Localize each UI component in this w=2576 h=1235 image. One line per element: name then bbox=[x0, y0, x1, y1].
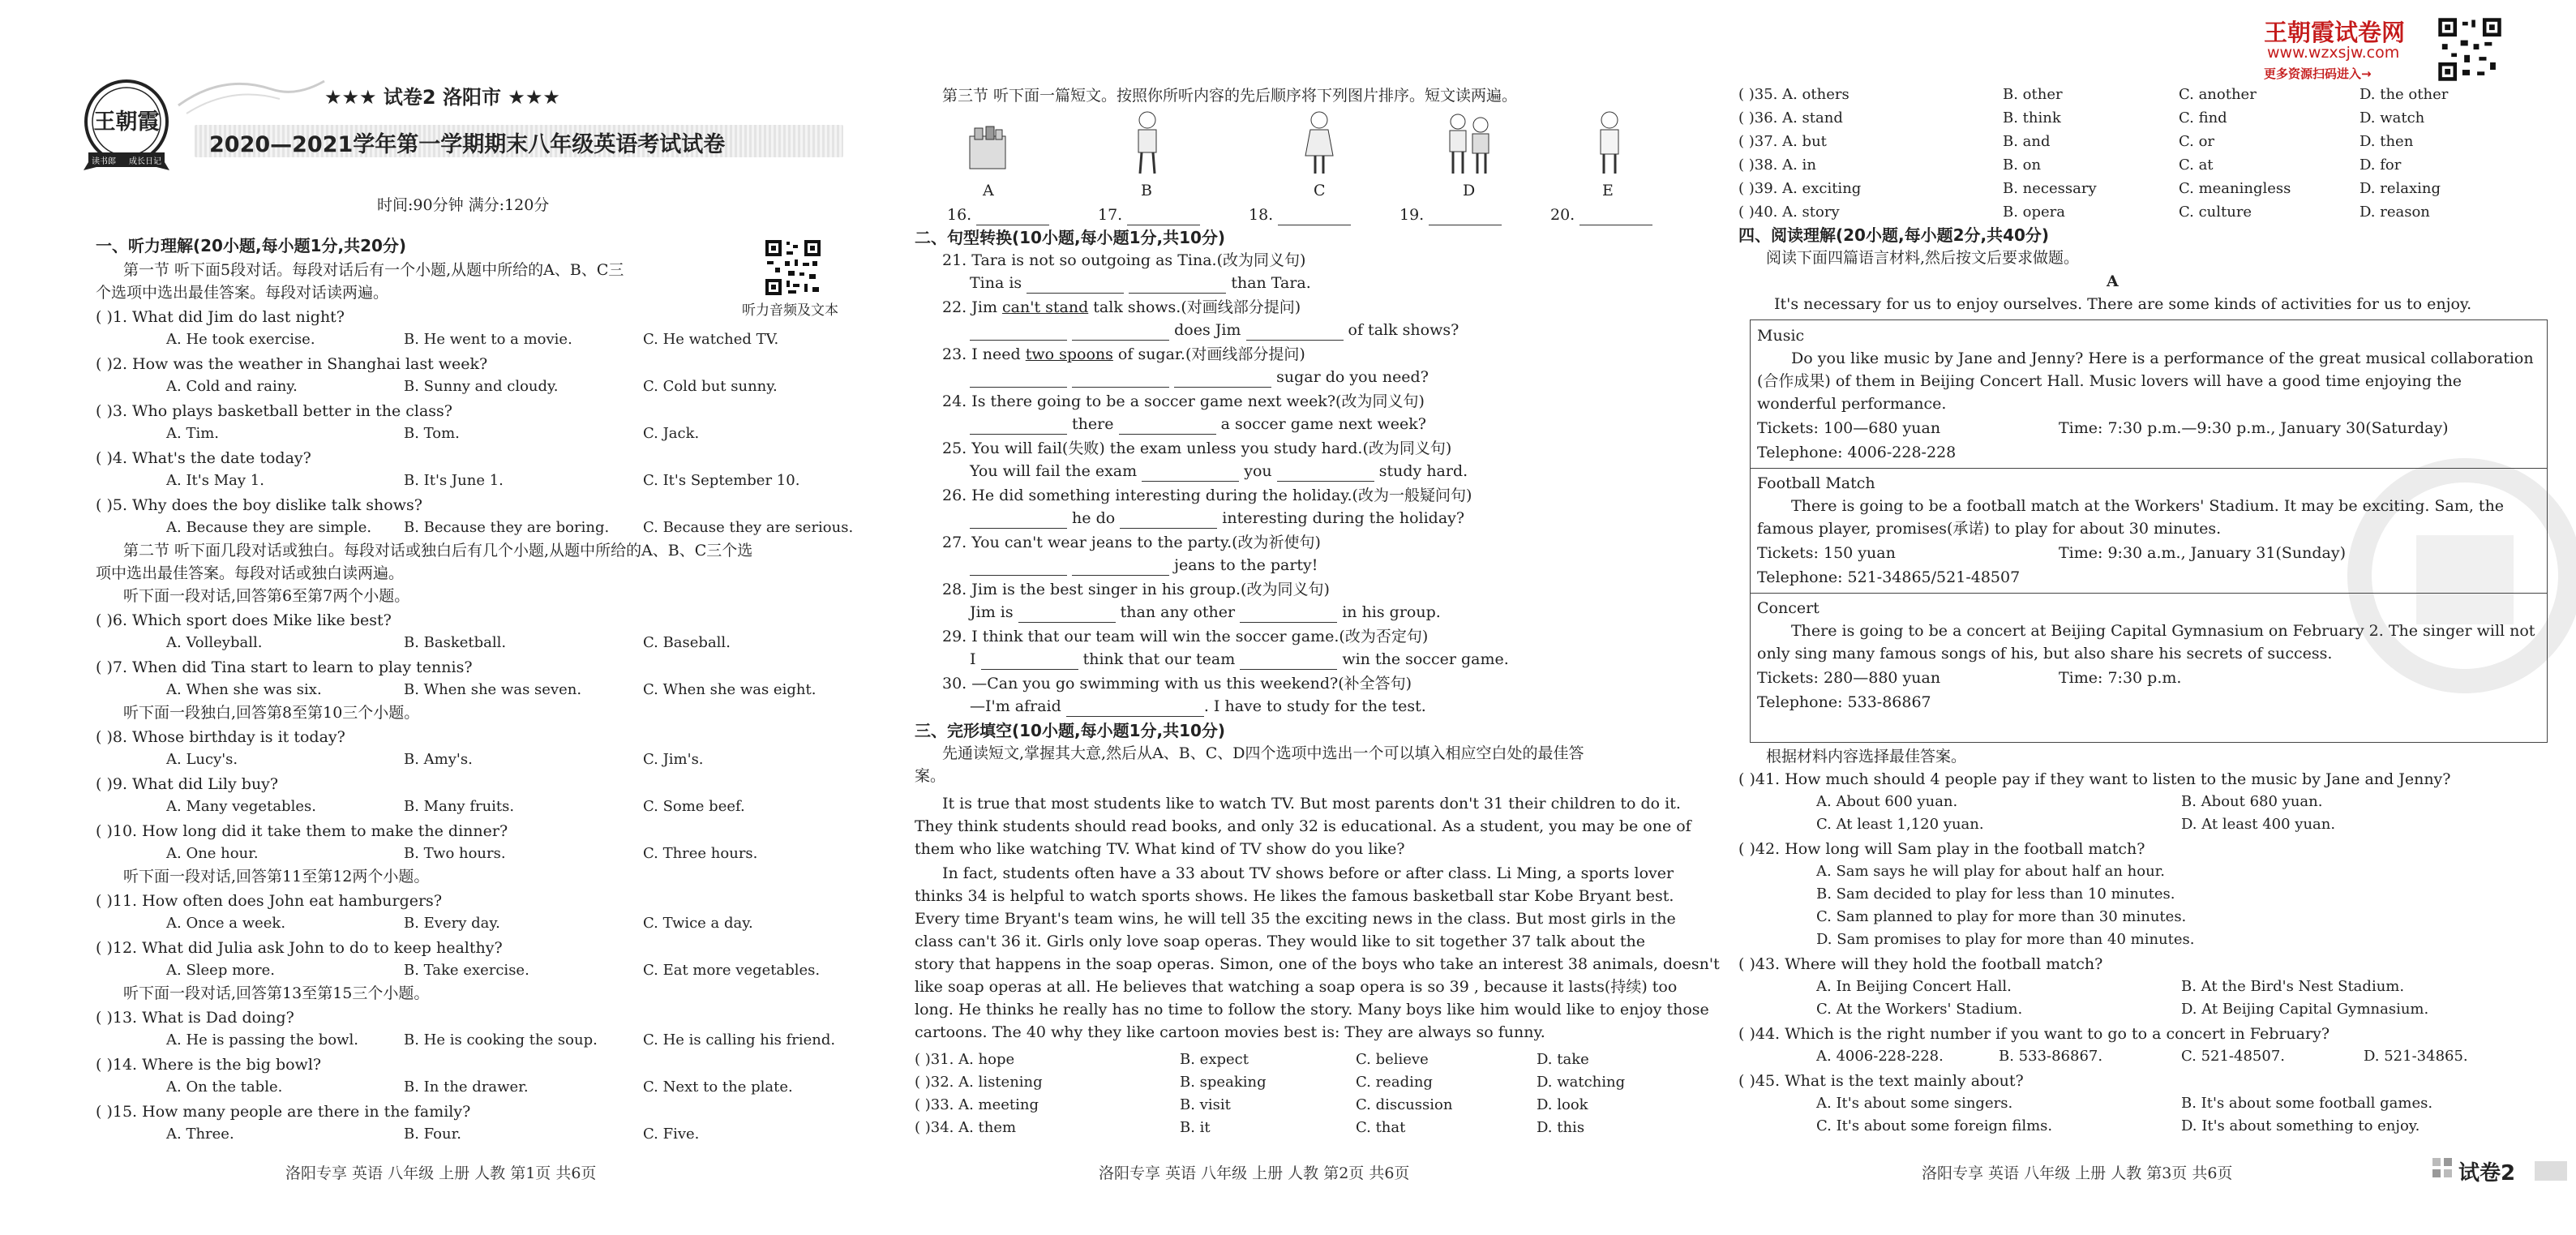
question-11: ( )11. How often does John eat hamburgers? bbox=[96, 892, 442, 910]
cloze-line: cartoons. The 40 why they like cartoon movies best is: They are always so funny. bbox=[915, 1023, 1545, 1041]
cloze-line: In fact, students often have a 33 about TV shows before or after class. Li Ming, a sports lover bbox=[942, 864, 1674, 882]
football-time: Time: 9:30 a.m., January 31(Sunday) bbox=[2059, 544, 2346, 562]
q44-option-b[interactable]: B. 533-86867. bbox=[1999, 1048, 2103, 1065]
answer-26-text-2: interesting during the holiday? bbox=[1222, 509, 1465, 527]
sub-instr-6-7: 听下面一段对话,回答第6至第7两个小题。 bbox=[123, 587, 410, 605]
page-3 bbox=[1719, 0, 2576, 1235]
page-1-footer: 洛阳专享 英语 八年级 上册 人教 第1页 共6页 bbox=[285, 1164, 597, 1182]
question-2: ( )2. How was the weather in Shanghai last week? bbox=[96, 355, 488, 373]
answer-23-text: sugar do you need? bbox=[1276, 368, 1429, 386]
q32-option-b[interactable]: B. speaking bbox=[1180, 1074, 1267, 1091]
order-16-input[interactable] bbox=[976, 210, 1049, 225]
corner-badge bbox=[2432, 1153, 2576, 1186]
cloze-line: It is true that most students like to watch TV. But most parents don't 31 their children to do it. bbox=[942, 795, 1681, 813]
picture-c-girl-icon bbox=[1299, 109, 1339, 178]
part4-title: 四、阅读理解(20小题,每小题2分,共40分) bbox=[1738, 225, 2050, 245]
answer-26-text-1: he do bbox=[1072, 509, 1116, 527]
question-13: ( )13. What is Dad doing? bbox=[96, 1009, 294, 1027]
part1-sec1-instr-2: 个选项中选出最佳答案。每段对话读两遍。 bbox=[96, 284, 389, 302]
qr-code-icon bbox=[764, 238, 822, 297]
q32-option-a[interactable]: ( )32. A. listening bbox=[915, 1074, 1043, 1091]
q6-option-b[interactable]: B. Basketball. bbox=[404, 634, 507, 651]
q31-option-d[interactable]: D. take bbox=[1537, 1051, 1589, 1068]
concert-tickets: Tickets: 280—880 yuan bbox=[1757, 669, 1941, 687]
answer-28-blank-1[interactable] bbox=[1018, 607, 1116, 623]
brand-more: 更多资源扫码进入→ bbox=[2264, 66, 2372, 81]
picture-label-a: A bbox=[983, 182, 994, 199]
q14-option-a[interactable]: A. On the table. bbox=[166, 1078, 283, 1096]
qr-caption: 听力音频及文本 bbox=[742, 302, 838, 319]
q3-option-a[interactable]: A. Tim. bbox=[166, 425, 219, 442]
q39-option-b[interactable]: B. necessary bbox=[2003, 180, 2097, 197]
q13-option-c[interactable]: C. He is calling his friend. bbox=[643, 1031, 836, 1048]
q43-option-b[interactable]: B. At the Bird's Nest Stadium. bbox=[2181, 978, 2405, 995]
order-20-input[interactable] bbox=[1579, 210, 1652, 225]
answer-26 bbox=[970, 508, 1464, 529]
order-19-input[interactable] bbox=[1429, 210, 1502, 225]
answer-24 bbox=[970, 414, 1426, 435]
q45-option-d[interactable]: D. It's about something to enjoy. bbox=[2181, 1117, 2420, 1134]
music-desc: Do you like music by Jane and Jenny? Here is a performance of the great musical collaboration bbox=[1791, 349, 2534, 367]
question-24: 24. Is there going to be a soccer game next week?(改为同义句) bbox=[942, 392, 1425, 410]
q36-option-a[interactable]: ( )36. A. stand bbox=[1738, 109, 1843, 127]
q11-option-c[interactable]: C. Twice a day. bbox=[643, 915, 753, 932]
q6-option-c[interactable]: C. Baseball. bbox=[643, 634, 731, 651]
q5-option-a[interactable]: A. Because they are simple. bbox=[166, 519, 372, 536]
q42-option-d[interactable]: D. Sam promises to play for more than 40 minutes. bbox=[1816, 931, 2195, 948]
answer-28-blank-2[interactable] bbox=[1240, 607, 1337, 623]
q22-underlined: can't stand bbox=[1002, 298, 1089, 316]
paper-label: ★★★ 试卷2 洛阳市 ★★★ bbox=[324, 86, 560, 109]
concert-phone: Telephone: 533-86867 bbox=[1757, 693, 1931, 711]
order-16-num: 16. bbox=[947, 206, 972, 224]
page-title: 2020—2021学年第一学期期末八年级英语考试试卷 bbox=[209, 132, 726, 157]
question-1: ( )1. What did Jim do last night? bbox=[96, 308, 345, 326]
answer-28-text-1: Jim is bbox=[970, 603, 1014, 621]
question-42: ( )42. How long will Sam play in the football match? bbox=[1738, 840, 2145, 858]
order-17-input[interactable] bbox=[1127, 210, 1200, 225]
brand-logo bbox=[77, 75, 176, 174]
q45-option-c[interactable]: C. It's about some foreign films. bbox=[1816, 1117, 2053, 1134]
q4-option-b[interactable]: B. It's June 1. bbox=[404, 472, 504, 489]
q2-option-c[interactable]: C. Cold but sunny. bbox=[643, 378, 778, 395]
answer-26-blank-2[interactable] bbox=[1120, 513, 1217, 529]
q4-option-a[interactable]: A. It's May 1. bbox=[166, 472, 264, 489]
q31-option-c[interactable]: C. believe bbox=[1356, 1051, 1429, 1068]
concert-desc: only sing many famous songs of his, but also share his secrets of success. bbox=[1757, 645, 2333, 663]
q38-option-c[interactable]: C. at bbox=[2179, 157, 2214, 174]
sub-instr-8-10: 听下面一段独白,回答第8至第10三个小题。 bbox=[123, 704, 420, 722]
brand-qr-code[interactable] bbox=[2437, 16, 2503, 83]
music-tickets: Tickets: 100—680 yuan bbox=[1757, 419, 1941, 437]
q11-option-a[interactable]: A. Once a week. bbox=[166, 915, 286, 932]
q15-option-a[interactable]: A. Three. bbox=[166, 1126, 234, 1143]
q10-option-a[interactable]: A. One hour. bbox=[166, 845, 259, 862]
answer-28-text-2: than any other bbox=[1120, 603, 1236, 621]
answer-22 bbox=[970, 319, 1459, 341]
cloze-line: Every time Bryant's team wins, he will tell 35 the exciting news in the class. But most girls in the bbox=[915, 910, 1676, 928]
concert-time: Time: 7:30 p.m. bbox=[2059, 669, 2182, 687]
answer-21-blank-2[interactable] bbox=[1129, 278, 1226, 294]
question-4: ( )4. What's the date today? bbox=[96, 449, 311, 467]
q9-option-c[interactable]: C. Some beef. bbox=[643, 798, 745, 815]
order-16 bbox=[947, 204, 1049, 225]
answer-26-blank-1[interactable] bbox=[970, 513, 1067, 529]
cloze-line: They think students should read books, and only 32 is educational. As a student, you may be one of bbox=[915, 817, 1691, 835]
q41-option-a[interactable]: A. About 600 yuan. bbox=[1816, 793, 1958, 810]
q36-option-d[interactable]: D. watch bbox=[2360, 109, 2425, 127]
q40-option-a[interactable]: ( )40. A. story bbox=[1738, 204, 1840, 221]
answer-29-text-1: I bbox=[970, 650, 976, 668]
question-23: 23. I need two spoons of sugar.(对画线部分提问) bbox=[942, 345, 1305, 363]
q8-option-c[interactable]: C. Jim's. bbox=[643, 751, 704, 768]
q10-option-c[interactable]: C. Three hours. bbox=[643, 845, 758, 862]
q44-option-a[interactable]: A. 4006-228-228. bbox=[1816, 1048, 1944, 1065]
answer-30-text-1: —I'm afraid bbox=[970, 697, 1061, 715]
picture-d-kids-icon bbox=[1442, 109, 1498, 178]
answer-30-blank[interactable] bbox=[1066, 701, 1204, 717]
question-25: 25. You will fail(失败) the exam unless you study hard.(改为同义句) bbox=[942, 440, 1452, 457]
q2-option-b[interactable]: B. Sunny and cloudy. bbox=[404, 378, 559, 395]
answer-25-text-1: You will fail the exam bbox=[970, 462, 1138, 480]
q41-option-d[interactable]: D. At least 400 yuan. bbox=[2181, 816, 2336, 833]
answer-27-blank-1[interactable] bbox=[970, 560, 1067, 576]
page-1 bbox=[0, 0, 859, 1235]
answer-30 bbox=[970, 696, 1426, 717]
answer-22-blank-2[interactable] bbox=[1072, 325, 1169, 341]
answer-24-blank-2[interactable] bbox=[1119, 419, 1216, 435]
passage-label: A bbox=[2107, 272, 2119, 290]
answer-21-text-2: than Tara. bbox=[1231, 274, 1311, 292]
q40-option-d[interactable]: D. reason bbox=[2360, 204, 2430, 221]
q34-option-a[interactable]: ( )34. A. them bbox=[915, 1119, 1017, 1136]
q10-option-b[interactable]: B. Two hours. bbox=[404, 845, 506, 862]
answer-29 bbox=[970, 649, 1509, 670]
question-28: 28. Jim is the best singer in his group.(改为同义句) bbox=[942, 581, 1330, 598]
q12-option-b[interactable]: B. Take exercise. bbox=[404, 962, 529, 979]
time-info: 时间:90分钟 满分:120分 bbox=[377, 196, 550, 214]
corner-squares-icon bbox=[2432, 1158, 2454, 1181]
question-6: ( )6. Which sport does Mike like best? bbox=[96, 611, 392, 629]
q33-option-d[interactable]: D. look bbox=[1537, 1096, 1588, 1113]
football-tickets: Tickets: 150 yuan bbox=[1757, 544, 1896, 562]
answer-29-blank-1[interactable] bbox=[981, 654, 1078, 670]
q34-option-b[interactable]: B. it bbox=[1180, 1119, 1211, 1136]
part1-sec2-instr-2: 项中选出最佳答案。每段对话或独白读两遍。 bbox=[96, 564, 405, 582]
q7-option-c[interactable]: C. When she was eight. bbox=[643, 681, 817, 698]
question-8: ( )8. Whose birthday is it today? bbox=[96, 728, 345, 746]
question-27: 27. You can't wear jeans to the party.(改为祈使句) bbox=[942, 534, 1321, 551]
answer-25-text-3: study hard. bbox=[1378, 462, 1468, 480]
q42-option-b[interactable]: B. Sam decided to play for less than 10 minutes. bbox=[1816, 886, 2175, 903]
q34-option-c[interactable]: C. that bbox=[1356, 1119, 1406, 1136]
logo-text: 王朝霞 bbox=[93, 109, 160, 135]
answer-28 bbox=[970, 602, 1441, 623]
cloze-line: class can't 36 it. Girls only love soap operas. They would like to sit together 37 talk about the bbox=[915, 933, 1645, 950]
activities-table bbox=[1750, 319, 2548, 743]
q33-option-c[interactable]: C. discussion bbox=[1356, 1096, 1453, 1113]
q1-option-a[interactable]: A. He took exercise. bbox=[166, 331, 315, 348]
q36-option-b[interactable]: B. think bbox=[2003, 109, 2061, 127]
answer-27-blank-2[interactable] bbox=[1072, 560, 1169, 576]
q39-option-a[interactable]: ( )39. A. exciting bbox=[1738, 180, 1862, 197]
answer-29-text-3: win the soccer game. bbox=[1342, 650, 1509, 668]
cloze-line: them who like watching TV. What kind of TV show do you like? bbox=[915, 840, 1405, 858]
answer-21 bbox=[970, 272, 1311, 294]
answer-23 bbox=[970, 367, 1429, 388]
answer-21-text-1: Tina is bbox=[970, 274, 1022, 292]
choose-instr: 根据材料内容选择最佳答案。 bbox=[1766, 748, 1967, 765]
q35-option-a[interactable]: ( )35. A. others bbox=[1738, 86, 1849, 103]
q33-option-b[interactable]: B. visit bbox=[1180, 1096, 1231, 1113]
question-10: ( )10. How long did it take them to make the dinner? bbox=[96, 822, 508, 840]
answer-23-blank-3[interactable] bbox=[1174, 372, 1271, 388]
q15-option-b[interactable]: B. Four. bbox=[404, 1126, 461, 1143]
picture-label-b: B bbox=[1141, 182, 1152, 199]
q5-option-c[interactable]: C. Because they are serious. bbox=[643, 519, 854, 536]
question-14: ( )14. Where is the big bowl? bbox=[96, 1056, 322, 1074]
music-title: Music bbox=[1757, 327, 1805, 345]
order-19 bbox=[1399, 204, 1502, 225]
q35-option-d[interactable]: D. the other bbox=[2360, 86, 2449, 103]
q8-option-a[interactable]: A. Lucy's. bbox=[166, 751, 238, 768]
q41-option-c[interactable]: C. At least 1,120 yuan. bbox=[1816, 816, 1984, 833]
question-3: ( )3. Who plays basketball better in the class? bbox=[96, 402, 452, 420]
question-41: ( )41. How much should 4 people pay if they want to listen to the music by Jane and Jenny? bbox=[1738, 770, 2451, 788]
answer-29-blank-2[interactable] bbox=[1240, 654, 1337, 670]
q42-option-c[interactable]: C. Sam planned to play for more than 30 minutes. bbox=[1816, 908, 2187, 925]
q36-option-c[interactable]: C. find bbox=[2179, 109, 2227, 127]
part1-sec2-instr: 第二节 听下面几段对话或独白。每段对话或独白后有几个小题,从题中所给的A、B、C三个选 bbox=[123, 542, 753, 560]
sub-instr-13-15: 听下面一段对话,回答第13至第15三个小题。 bbox=[123, 984, 430, 1002]
q14-option-c[interactable]: C. Next to the plate. bbox=[643, 1078, 793, 1096]
football-phone: Telephone: 521-34865/521-48507 bbox=[1757, 568, 2021, 586]
order-17 bbox=[1098, 204, 1200, 225]
q9-option-b[interactable]: B. Many fruits. bbox=[404, 798, 515, 815]
q31-option-a[interactable]: ( )31. A. hope bbox=[915, 1051, 1015, 1068]
answer-23-blank-2[interactable] bbox=[1072, 372, 1169, 388]
qr-code-icon bbox=[2437, 16, 2503, 83]
q37-option-c[interactable]: C. or bbox=[2179, 133, 2215, 150]
part3-instr-2: 案。 bbox=[915, 767, 946, 785]
q9-option-a[interactable]: A. Many vegetables. bbox=[166, 798, 316, 815]
picture-a-books-icon bbox=[963, 112, 1012, 177]
q37-option-a[interactable]: ( )37. A. but bbox=[1738, 133, 1827, 150]
q2-option-a[interactable]: A. Cold and rainy. bbox=[166, 378, 298, 395]
answer-22-blank-1[interactable] bbox=[970, 325, 1067, 341]
q1-option-b[interactable]: B. He went to a movie. bbox=[404, 331, 572, 348]
answer-24-text-1: there bbox=[1072, 415, 1114, 433]
q40-option-c[interactable]: C. culture bbox=[2179, 204, 2252, 221]
question-29: 29. I think that our team will win the soccer game.(改为否定句) bbox=[942, 628, 1429, 645]
q11-option-b[interactable]: B. Every day. bbox=[404, 915, 500, 932]
q38-option-a[interactable]: ( )38. A. in bbox=[1738, 157, 1816, 174]
concert-title: Concert bbox=[1757, 599, 1819, 617]
q45-option-b[interactable]: B. It's about some football games. bbox=[2181, 1095, 2433, 1112]
logo-sub-left: 读书郎 bbox=[92, 157, 116, 166]
answer-30-text-2: . I have to study for the test. bbox=[1203, 697, 1426, 715]
answer-22-text-2: of talk shows? bbox=[1348, 321, 1459, 339]
cloze-line: story that happens in the soap operas. Simon, one of the boys who take an interest 38 animals, doesn't bbox=[915, 955, 1720, 973]
q8-option-b[interactable]: B. Amy's. bbox=[404, 751, 473, 768]
q12-option-c[interactable]: C. Eat more vegetables. bbox=[643, 962, 821, 979]
q37-option-d[interactable]: D. then bbox=[2360, 133, 2414, 150]
question-5: ( )5. Why does the boy dislike talk shows? bbox=[96, 496, 422, 514]
part1-sec1-instr: 第一节 听下面5段对话。每段对话后有一个小题,从题中所给的A、B、C三 bbox=[123, 261, 624, 279]
football-title: Football Match bbox=[1757, 474, 1875, 492]
q23-underlined: two spoons bbox=[1025, 345, 1113, 363]
q3-option-b[interactable]: B. Tom. bbox=[404, 425, 460, 442]
q32-option-c[interactable]: C. reading bbox=[1356, 1074, 1433, 1091]
logo-sub-right: 成长日记 bbox=[129, 157, 161, 166]
q15-option-c[interactable]: C. Five. bbox=[643, 1126, 700, 1143]
question-44: ( )44. Which is the right number if you want to go to a concert in February? bbox=[1738, 1025, 2330, 1043]
part3-instr: 先通读短文,掌握其大意,然后从A、B、C、D四个选项中选出一个可以填入相应空白处的最佳答 bbox=[942, 744, 1584, 762]
passage-intro: It's necessary for us to enjoy ourselves. There are some kinds of activities for us to enjoy. bbox=[1774, 295, 2472, 313]
q32-option-d[interactable]: D. watching bbox=[1537, 1074, 1626, 1091]
table-divider bbox=[1751, 468, 2547, 469]
page-2 bbox=[892, 0, 1720, 1235]
q12-option-a[interactable]: A. Sleep more. bbox=[166, 962, 275, 979]
q39-option-c[interactable]: C. meaningless bbox=[2179, 180, 2291, 197]
picture-b-boy-icon bbox=[1127, 109, 1168, 178]
answer-22-blank-3[interactable] bbox=[1246, 325, 1344, 341]
q41-option-b[interactable]: B. About 680 yuan. bbox=[2181, 793, 2323, 810]
picture-label-d: D bbox=[1463, 182, 1476, 199]
answer-22-text-1: does Jim bbox=[1174, 321, 1241, 339]
cloze-line: like soap operas at all. He believes that watching a soap opera is so 39 , because it lasts(持续) too bbox=[915, 978, 1678, 996]
cloze-line: long. He thinks he really has no time to follow the story. Many boys like him would like to enjoy those bbox=[915, 1001, 1709, 1018]
q7-option-b[interactable]: B. When she was seven. bbox=[404, 681, 582, 698]
music-time: Time: 7:30 p.m.—9:30 p.m., January 30(Saturday) bbox=[2059, 419, 2449, 437]
q1-option-c[interactable]: C. He watched TV. bbox=[643, 331, 779, 348]
q31-option-b[interactable]: B. expect bbox=[1180, 1051, 1249, 1068]
q42-option-a[interactable]: A. Sam says he will play for about half an hour. bbox=[1816, 863, 2166, 880]
order-18-num: 18. bbox=[1249, 206, 1274, 224]
answer-25-text-2: you bbox=[1244, 462, 1272, 480]
answer-23-blank-1[interactable] bbox=[970, 372, 1067, 388]
q35-option-c[interactable]: C. another bbox=[2179, 86, 2257, 103]
concert-desc: There is going to be a concert at Beijing Capital Gymnasium on February 2. The singer will not bbox=[1791, 622, 2535, 640]
answer-24-blank-1[interactable] bbox=[970, 419, 1067, 435]
q6-option-a[interactable]: A. Volleyball. bbox=[166, 634, 263, 651]
order-17-num: 17. bbox=[1098, 206, 1123, 224]
picture-label-c: C bbox=[1314, 182, 1326, 199]
cloze-line: thinks 34 is helpful to watch sports shows. He likes the famous basketball star Kobe Bryant best. bbox=[915, 887, 1674, 905]
q5-option-b[interactable]: B. Because they are boring. bbox=[404, 519, 610, 536]
music-phone: Telephone: 4006-228-228 bbox=[1757, 444, 1957, 461]
order-20 bbox=[1550, 204, 1652, 225]
answer-27 bbox=[970, 555, 1318, 576]
sub-instr-11-12: 听下面一段对话,回答第11至第12两个小题。 bbox=[123, 868, 430, 886]
q43-option-c[interactable]: C. At the Workers' Stadium. bbox=[1816, 1001, 2023, 1018]
q13-option-a[interactable]: A. He is passing the bowl. bbox=[166, 1031, 358, 1048]
music-desc: (合作成果) of them in Beijing Concert Hall. Music lovers will have a good time enjoying the bbox=[1757, 372, 2462, 390]
music-desc: wonderful performance. bbox=[1757, 395, 1947, 413]
part1-title: 一、听力理解(20小题,每小题1分,共20分) bbox=[96, 236, 407, 255]
answer-25-blank-1[interactable] bbox=[1142, 466, 1239, 482]
q33-option-a[interactable]: ( )33. A. meeting bbox=[915, 1096, 1039, 1113]
question-7: ( )7. When did Tina start to learn to play tennis? bbox=[96, 658, 473, 676]
q40-option-b[interactable]: B. opera bbox=[2003, 204, 2066, 221]
answer-24-text-2: a soccer game next week? bbox=[1220, 415, 1426, 433]
order-18 bbox=[1249, 204, 1351, 225]
q14-option-b[interactable]: B. In the drawer. bbox=[404, 1078, 529, 1096]
answer-21-blank-1[interactable] bbox=[1027, 278, 1124, 294]
brand-name: 王朝霞试卷网 bbox=[2264, 19, 2406, 46]
part2-title: 二、句型转换(10小题,每小题1分,共10分) bbox=[915, 228, 1226, 247]
q38-option-d[interactable]: D. for bbox=[2360, 157, 2402, 174]
answer-29-text-2: think that our team bbox=[1082, 650, 1236, 668]
q34-option-d[interactable]: D. this bbox=[1537, 1119, 1585, 1136]
q43-option-d[interactable]: D. At Beijing Capital Gymnasium. bbox=[2181, 1001, 2429, 1018]
answer-25-blank-2[interactable] bbox=[1277, 466, 1374, 482]
question-12: ( )12. What did Julia ask John to do to keep healthy? bbox=[96, 939, 503, 957]
page-2-footer: 洛阳专享 英语 八年级 上册 人教 第2页 共6页 bbox=[1099, 1164, 1410, 1182]
question-43: ( )43. Where will they hold the football match? bbox=[1738, 955, 2103, 973]
picture-label-e: E bbox=[1602, 182, 1614, 199]
answer-27-text: jeans to the party! bbox=[1174, 556, 1318, 574]
part1-sec3-instr: 第三节 听下面一篇短文。按照你所听内容的先后顺序将下列图片排序。短文读两遍。 bbox=[942, 87, 1518, 105]
q7-option-a[interactable]: A. When she was six. bbox=[166, 681, 322, 698]
q4-option-c[interactable]: C. It's September 10. bbox=[643, 472, 800, 489]
question-9: ( )9. What did Lily buy? bbox=[96, 775, 279, 793]
q43-option-a[interactable]: A. In Beijing Concert Hall. bbox=[1816, 978, 2012, 995]
question-26: 26. He did something interesting during the holiday.(改为一般疑问句) bbox=[942, 487, 1472, 504]
q44-option-d[interactable]: D. 521-34865. bbox=[2364, 1048, 2468, 1065]
answer-28-text-3: in his group. bbox=[1342, 603, 1441, 621]
corner-label: 试卷2 bbox=[2458, 1161, 2516, 1186]
question-22: 22. Jim can't stand talk shows.(对画线部分提问) bbox=[942, 298, 1301, 316]
part4-instr: 阅读下面四篇语言材料,然后按文后要求做题。 bbox=[1766, 249, 2080, 267]
q3-option-c[interactable]: C. Jack. bbox=[643, 425, 700, 442]
question-30: 30. —Can you go swimming with us this weekend?(补全答句) bbox=[942, 675, 1412, 693]
q35-option-b[interactable]: B. other bbox=[2003, 86, 2063, 103]
page-3-footer: 洛阳专享 英语 八年级 上册 人教 第3页 共6页 bbox=[1922, 1164, 2233, 1182]
order-19-num: 19. bbox=[1399, 206, 1425, 224]
q38-option-b[interactable]: B. on bbox=[2003, 157, 2042, 174]
brand-url: www.wzxsjw.com bbox=[2267, 44, 2400, 62]
football-desc: There is going to be a football match at the Workers' Stadium. It may be exciting. Sam, the bbox=[1791, 497, 2505, 515]
part3-title: 三、完形填空(10小题,每小题1分,共10分) bbox=[915, 721, 1226, 740]
question-15: ( )15. How many people are there in the family? bbox=[96, 1103, 471, 1121]
question-45: ( )45. What is the text mainly about? bbox=[1738, 1072, 2024, 1090]
q45-option-a[interactable]: A. It's about some singers. bbox=[1816, 1095, 2013, 1112]
corner-bar bbox=[2535, 1161, 2567, 1181]
audio-qr-code[interactable] bbox=[764, 238, 822, 297]
header-swoosh-icon bbox=[174, 73, 328, 122]
football-desc: famous player, promises(承诺) to play for about 30 minutes. bbox=[1757, 520, 2222, 538]
order-18-input[interactable] bbox=[1278, 210, 1351, 225]
answer-25 bbox=[970, 461, 1468, 482]
q13-option-b[interactable]: B. He is cooking the soup. bbox=[404, 1031, 598, 1048]
q44-option-c[interactable]: C. 521-48507. bbox=[2181, 1048, 2285, 1065]
q39-option-d[interactable]: D. relaxing bbox=[2360, 180, 2441, 197]
table-divider bbox=[1751, 593, 2547, 594]
order-20-num: 20. bbox=[1550, 206, 1575, 224]
picture-e-person-icon bbox=[1589, 109, 1630, 178]
q37-option-b[interactable]: B. and bbox=[2003, 133, 2051, 150]
question-21: 21. Tara is not so outgoing as Tina.(改为同义句) bbox=[942, 251, 1306, 269]
